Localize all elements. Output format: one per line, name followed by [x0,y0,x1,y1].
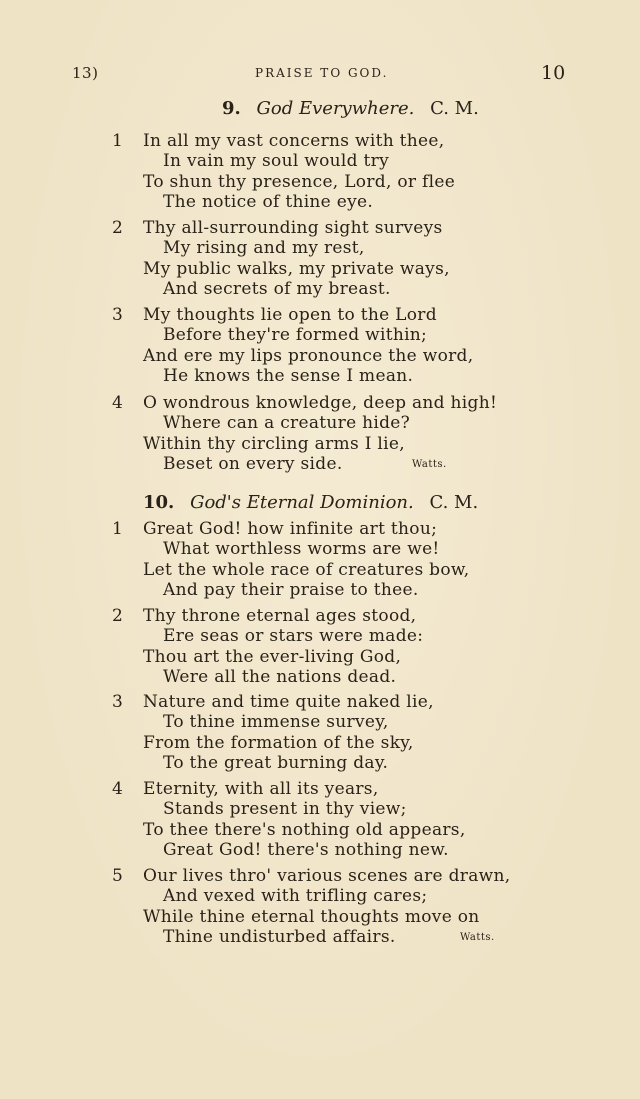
verse-line: And ere my lips pronounce the word, [143,346,474,366]
verse-line: From the formation of the sky, [143,733,414,753]
verse-line: Thine undisturbed affairs. [163,927,396,947]
stanza-number: 1 [112,131,123,151]
verse-line: To thine immense survey, [163,712,389,732]
verse-line: To the great burning day. [163,753,389,773]
verse-line: To shun thy presence, Lord, or flee [143,172,456,192]
stanza-number: 3 [112,692,123,712]
hymn-name: God Everywhere. [256,98,415,119]
stanza-number: 5 [112,866,123,886]
header-left-number: 13) [72,64,99,82]
verse-line: My thoughts lie open to the Lord [143,305,437,325]
verse-line: Our lives thro' various scenes are drawn, [143,866,511,886]
hymn-name: God's Eternal Dominion. [190,492,414,513]
verse-line: To thee there's nothing old appears, [143,820,466,840]
verse-line: Eternity, with all its years, [143,779,379,799]
verse-line: Thy throne eternal ages stood, [143,606,417,626]
author-attribution: Watts. [412,459,447,470]
stanza-number: 4 [112,779,123,799]
hymn-title [222,98,479,119]
verse-line: Before they're formed within; [163,325,428,345]
stanza-number: 1 [112,519,123,539]
hymn-title [143,492,478,513]
author-attribution: Watts. [460,932,495,943]
verse-line: Nature and time quite naked lie, [143,692,434,712]
verse-line: Were all the nations dead. [163,667,397,687]
hymn-meter: C. M. [430,98,479,119]
verse-line: Great God! how infinite art thou; [143,519,438,539]
verse-line: Beset on every side. [163,454,343,474]
verse-line: O wondrous knowledge, deep and high! [143,393,498,413]
stanza-number: 2 [112,606,123,626]
verse-line: What worthless worms are we! [163,539,440,559]
verse-line: Great God! there's nothing new. [163,840,449,860]
hymn-meter: C. M. [429,492,479,513]
verse-line: And secrets of my breast. [163,279,391,299]
page-header [0,62,640,86]
verse-line: In all my vast concerns with thee, [143,131,445,151]
stanza-number: 2 [112,218,123,238]
verse-line: And pay their praise to thee. [163,580,419,600]
verse-line: Ere seas or stars were made: [163,626,424,646]
page-number: 10 [541,62,566,84]
verse-line: My rising and my rest, [163,238,365,258]
stanza-number: 4 [112,393,123,413]
verse-line: He knows the sense I mean. [163,366,414,386]
verse-line: Let the whole race of creatures bow, [143,560,470,580]
verse-line: Thou art the ever-living God, [143,647,402,667]
running-title: PRAISE TO GOD. [255,66,389,80]
verse-line: And vexed with trifling cares; [163,886,428,906]
verse-line: In vain my soul would try [163,151,389,171]
stanza-number: 3 [112,305,123,325]
verse-line: Within thy circling arms I lie, [143,434,405,454]
verse-line: Where can a creature hide? [163,413,411,433]
verse-line: While thine eternal thoughts move on [143,907,480,927]
verse-line: The notice of thine eye. [163,192,374,212]
verse-line: Stands present in thy view; [163,799,407,819]
hymn-number: 9. [222,98,241,119]
hymn-number: 10. [143,492,175,513]
verse-line: My public walks, my private ways, [143,259,450,279]
verse-line: Thy all-surrounding sight surveys [143,218,443,238]
